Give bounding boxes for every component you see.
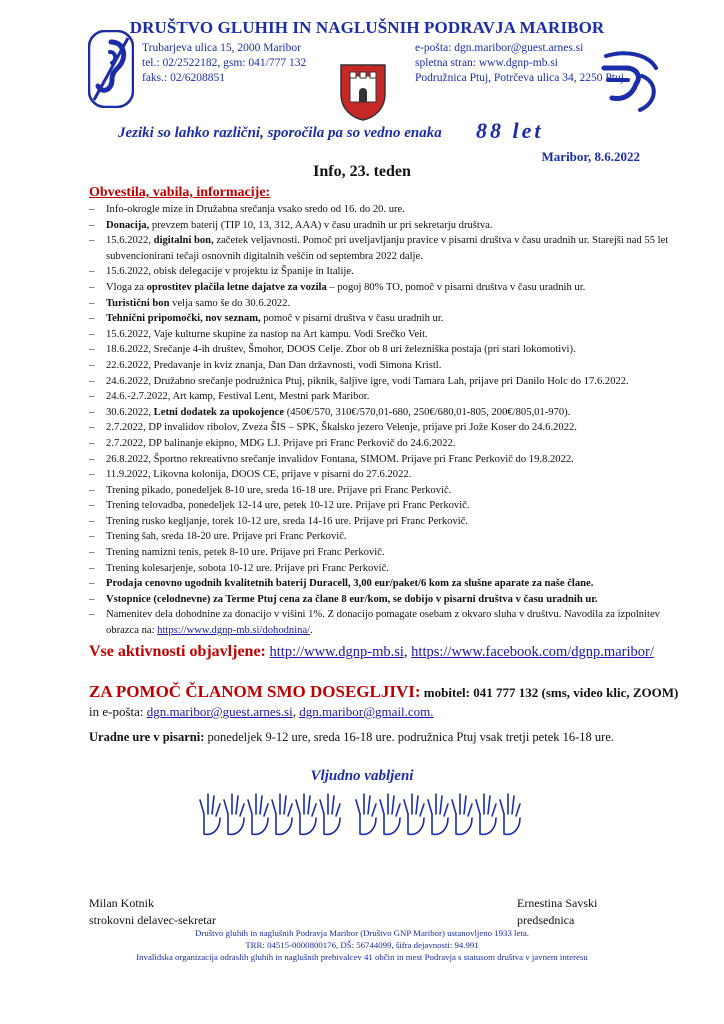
news-item-text: 2.7.2022, DP balinanje ekipno, MDG LJ. Prijave pri Franc Perkovič do 24.6.2022. (106, 437, 456, 449)
news-item (89, 405, 679, 421)
news-item (89, 561, 679, 577)
news-item-text: Trening kolesarjenje, sobota 10-12 ure. Prijave pri Franc Perkovič. (106, 562, 389, 574)
news-item-emphasis: Vstopnice (celodnevne) za Terme Ptuj cena za člane 8 eur/kom, se dobijo v pisarni društva v času uradnih ur. (106, 593, 598, 605)
facebook-link[interactable]: https://www.facebook.com/dgnp.maribor/ (411, 644, 654, 660)
news-item-text: – pogoj 80% TO, pomoč v pisarni društva v času uradnih ur. (326, 281, 586, 293)
news-item-text: Trening šah, sreda 18-20 ure. Prijave pri Franc Perkovič. (106, 531, 347, 543)
news-item-prefix: 30.6.2022, (106, 406, 154, 418)
news-item-text: začetek veljavnosti. Pomoč pri uveljavljanju pravice v pisarni društva v času uradnih ur. Starejši nad 55 let subvencionirani tečaji osnovnih digitalnih veščin od septembra 2022 dalje. (106, 235, 669, 262)
news-item (89, 498, 679, 514)
signature-president (517, 895, 597, 929)
news-item (89, 374, 679, 390)
news-item-text: (450€/570, 310€/570,01-680, 250€/680,01-805, 200€/805,01-970). (284, 406, 571, 418)
news-item (89, 218, 679, 234)
news-item-suffix: . (310, 625, 313, 637)
page-title: Info, 23. teden (313, 163, 411, 180)
slogan: Jeziki so lahko različni, sporočila pa so vedno enaka (118, 125, 442, 141)
news-heading: Obvestila, vabila, informacije: (89, 185, 271, 200)
news-item (89, 202, 679, 218)
secretary-name: Milan Kotnik (89, 896, 154, 910)
president-role: predsednica (517, 913, 575, 927)
news-item-text: Trening rusko kegljanje, torek 10-12 ure, sreda 14-16 ure. Prijave pri Franc Perkovič. (106, 515, 469, 527)
office-hours-label: Uradne ure v pisarni: (89, 730, 205, 744)
news-item-text: prevzem baterij (TIP 10, 13, 312, AAA) v času uradnih ur pri sekretarju društva. (149, 219, 493, 231)
footer (0, 927, 724, 963)
coat-of-arms-icon (338, 62, 388, 122)
header-contact-left (142, 41, 306, 86)
dohodnina-link[interactable]: https://www.dgnp-mb.si/dohodnina/ (157, 625, 311, 637)
news-item-text: 26.8.2022, Športno rekreativno srečanje invalidov Fontana, SIMOM. Prijave pri Franc Perkovič do 19.8.2022. (106, 453, 574, 465)
website-link[interactable]: http://www.dgnp-mb.si (269, 644, 404, 660)
news-item (89, 389, 679, 405)
news-item-text: pomoč v pisarni društva v času uradnih ur. (260, 313, 444, 325)
phone: tel.: 02/2522182, gsm: 041/777 132 (142, 57, 307, 69)
news-item (89, 264, 679, 280)
news-item (89, 452, 679, 468)
news-item-text: Info-okrogle mize in Družabna srečanja vsako sredo od 16. do 20. ure. (106, 204, 405, 215)
news-item-text: Trening telovadba, ponedeljek 12-14 ure, petek 10-12 ure. Prijave pri Franc Perkovič. (106, 500, 470, 512)
president-name: Ernestina Savski (517, 896, 598, 910)
organization-name: DRUŠTVO GLUHIH IN NAGLUŠNIH PODRAVJA MARIBOR (129, 18, 605, 37)
news-item (89, 607, 679, 638)
news-item-emphasis: Tehnični pripomočki, nov seznam, (106, 313, 261, 325)
help-mobile: mobitel: 041 777 132 (sms, video klic, ZOOM) (420, 685, 679, 700)
header-contact-right (415, 41, 624, 86)
news-item (89, 280, 679, 296)
help-heading: ZA POMOČ ČLANOM SMO DOSEGLJIVI: (89, 682, 421, 701)
news-item-emphasis: Letni dodatek za upokojence (153, 406, 285, 418)
news-item-text: 15.6.2022, Vaje kulturne skupine za nastop na Art kampu. Vodi Srečko Veit. (106, 328, 428, 340)
news-item-text: 11.9.2022, Likovna kolonija, DOOS CE, prijave v pisarni do 27.6.2022. (106, 469, 412, 481)
news-item (89, 327, 679, 343)
news-item (89, 436, 679, 452)
email: e-pošta: dgn.maribor@guest.arnes.si (415, 42, 584, 54)
news-item-text: Namenitev dela dohodnine za donacijo v višini 1%. Z donacijo pomagate osebam z okvaro sluha v društvu. Navodila za izpolnitev obrazca na: (106, 609, 660, 637)
news-item (89, 467, 679, 483)
document-date: Maribor, 8.6.2022 (541, 149, 640, 164)
news-item (89, 576, 679, 592)
address: Trubarjeva ulica 15, 2000 Maribor (142, 42, 301, 54)
activities-line (89, 643, 654, 661)
news-item-text: 22.6.2022, Predavanje in kviz znanja, Dan Dan državnosti, vodi Simona Kristl. (106, 359, 442, 371)
news-item (89, 358, 679, 374)
email-link-gmail[interactable]: dgn.maribor@gmail.com. (299, 704, 434, 719)
deaf-ear-logo-icon (88, 30, 134, 108)
help-contact (89, 682, 689, 721)
slogan-anniversary: 88 let (476, 118, 544, 143)
news-item-prefix: 15.6.2022, (106, 235, 154, 247)
regards: Vljudno vabljeni (310, 768, 414, 784)
activities-separator: , (403, 644, 408, 660)
office-hours (89, 730, 614, 745)
news-item (89, 296, 679, 312)
news-item-emphasis: digitalni bon, (153, 235, 214, 247)
website: spletna stran: www.dgnp-mb.si (415, 57, 558, 69)
branch-address: Podružnica Ptuj, Potrčeva ulica 34, 2250 Ptuj (415, 72, 624, 84)
news-item-emphasis: Prodaja cenovno ugodnih kvalitetnih baterij Duracell, 3,00 eur/paket/6 kom za slušne aparate za naše člane. (106, 578, 594, 590)
news-item (89, 514, 679, 530)
help-mid: in e-pošta: (89, 704, 147, 719)
help-email-separator: , (292, 704, 300, 719)
signature-secretary (89, 895, 216, 929)
news-item (89, 592, 679, 608)
news-item (89, 545, 679, 561)
news-item (89, 420, 679, 436)
footer-line-2: TRR: 04515-0000800176, DŠ: 56744099, šifra dejavnosti: 94.991 (245, 940, 479, 950)
news-item (89, 311, 679, 327)
news-item-text: 18.6.2022, Srečanje 4-ih društev, Šmohor, DOOS Celje. Zbor ob 8 uri železniška postaja (pri stari lokomotivi). (106, 344, 576, 356)
news-item-emphasis: Turistični bon (106, 297, 170, 309)
news-item-text: 24.6.2022, Družabno srečanje podružnica Ptuj, piknik, šaljive igre, vodi Tamara Lah, prijave pri Danilo Holc do 17.6.2022. (106, 375, 629, 387)
news-item-emphasis: Donacija, (106, 219, 150, 231)
news-item (89, 483, 679, 499)
news-item-text: 15.6.2022, obisk delegacije v projektu iz Španije in Italije. (106, 266, 354, 278)
sign-language-hands-icon (198, 790, 528, 840)
news-item (89, 529, 679, 545)
news-item-text: 2.7.2022, DP invalidov ribolov, Zveza ŠIS – SPK, Škalsko jezero Velenje, prijave pri Jože Koser do 24.6.2022. (106, 422, 577, 434)
fax: faks.: 02/6208851 (142, 72, 226, 84)
news-item (89, 233, 679, 264)
news-item-text: Trening namizni tenis, petek 8-10 ure. Prijave pri Franc Perkovič. (106, 547, 385, 559)
news-item-text: 24.6.-2.7.2022, Art kamp, Festival Lent, Mestni park Maribor. (106, 391, 370, 403)
news-item (89, 342, 679, 358)
activities-label: Vse aktivnosti objavljene: (89, 643, 266, 660)
news-item-prefix: Vloga za (106, 281, 147, 293)
footer-line-3: Invalidska organizacija odraslih gluhih in naglušnih prebivalcev 41 občin in mest Podravja s statusom društva v javnem interesu (136, 952, 588, 962)
news-list (89, 202, 679, 639)
news-item-emphasis: oprostitev plačila letne dajatve za vozila (146, 281, 327, 293)
news-item-text: velja samo še do 30.6.2022. (169, 297, 291, 309)
news-item-text: Trening pikado, ponedeljek 8-10 ure, sreda 16-18 ure. Prijave pri Franc Perkovič. (106, 484, 452, 496)
footer-line-1: Društvo gluhih in naglušnih Podravja Maribor (Društvo GNP Maribor) ustanovljeno 1933 leta. (195, 928, 529, 938)
secretary-role: strokovni delavec-sekretar (89, 913, 216, 927)
email-link-arnes[interactable]: dgn.maribor@guest.arnes.si (146, 704, 293, 719)
office-hours-text: ponedeljek 9-12 ure, sreda 16-18 ure. podružnica Ptuj vsak tretji petek 16-18 ure. (204, 730, 615, 744)
